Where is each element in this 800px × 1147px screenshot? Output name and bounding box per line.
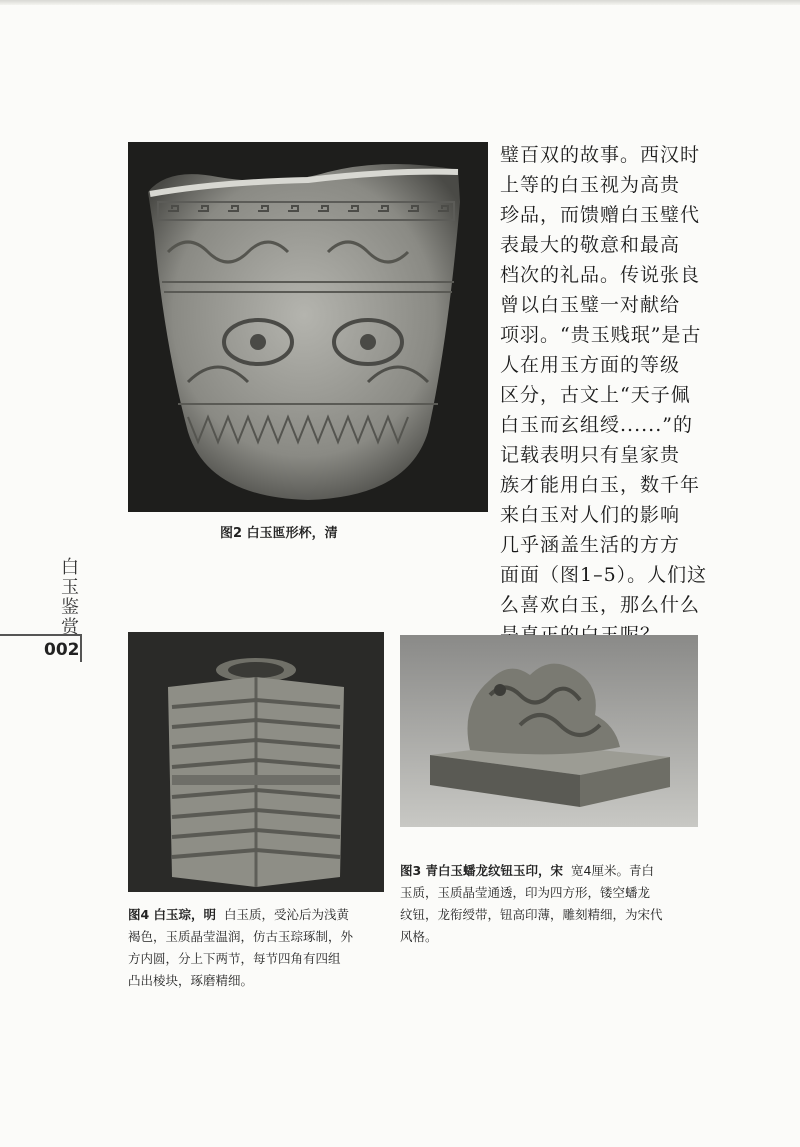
fig4-caption-line: 褐色，玉质晶莹温润，仿古玉琮琢制，外 <box>128 929 354 944</box>
side-title-char: 赏 <box>61 617 79 638</box>
body-line: 区分，古文上“天子佩 <box>500 384 691 406</box>
side-title-char: 白 <box>61 557 79 578</box>
fig3-caption-line: 玉质，玉质晶莹通透，印为四方形，镂空蟠龙 <box>400 885 651 900</box>
body-line: 人在用玉方面的等级 <box>500 354 681 376</box>
body-line: 档次的礼品。传说张良 <box>500 264 701 286</box>
body-line: 族才能用白玉，数千年 <box>500 474 701 496</box>
body-line: 项羽。“贵玉贱珉”是古 <box>500 324 702 346</box>
fig3-caption-line: 纹钮，龙衔绶带，钮高印薄，雕刻精细，为宋代 <box>400 907 663 922</box>
fig3-caption-label: 图3 青白玉蟠龙纹钮玉印，宋 <box>400 863 564 878</box>
body-line: 白玉而玄组绶......”的 <box>500 414 693 436</box>
body-line: 记载表明只有皇家贵 <box>500 444 681 466</box>
fig4-caption-label: 图4 白玉琮，明 <box>128 907 217 922</box>
fig4-caption <box>128 904 390 992</box>
fig3-caption-line: 宽4厘米。青白 <box>571 863 654 878</box>
body-line: 上等的白玉视为高贵 <box>500 174 681 196</box>
body-line: 珍品，而馈赠白玉璧代 <box>500 204 701 226</box>
fig2-caption: 图2 白玉匜形杯，清 <box>220 526 338 541</box>
fig3-caption <box>400 860 702 948</box>
fig3-jade-seal-photo <box>400 635 698 827</box>
side-title-char: 鉴 <box>61 597 79 618</box>
body-line: 表最大的敬意和最高 <box>500 234 681 256</box>
fig4-jade-cong-photo <box>128 632 384 892</box>
fig2-jade-cup-photo <box>128 142 488 512</box>
side-title <box>58 558 82 638</box>
side-title-char: 玉 <box>61 577 79 598</box>
body-line: 璧百双的故事。西汉时 <box>500 144 701 166</box>
fig3-caption-line: 风格。 <box>400 929 438 944</box>
body-line: 几乎涵盖生活的方方 <box>500 534 681 556</box>
body-line: 曾以白玉璧一对献给 <box>500 294 681 316</box>
fig4-caption-line: 方内圆，分上下两节，每节四角有四组 <box>128 951 341 966</box>
fig4-caption-line: 凸出棱块，琢磨精细。 <box>128 973 254 988</box>
body-line: 来白玉对人们的影响 <box>500 504 681 526</box>
top-rule <box>0 0 800 5</box>
fig4-caption-line: 白玉质，受沁后为浅黄 <box>224 907 350 922</box>
body-line: 面面（图1–5）。人们这 <box>500 564 708 586</box>
page-number: 002 <box>44 640 80 660</box>
body-line: 么喜欢白玉，那么什么 <box>500 594 701 616</box>
body-text <box>500 140 710 650</box>
